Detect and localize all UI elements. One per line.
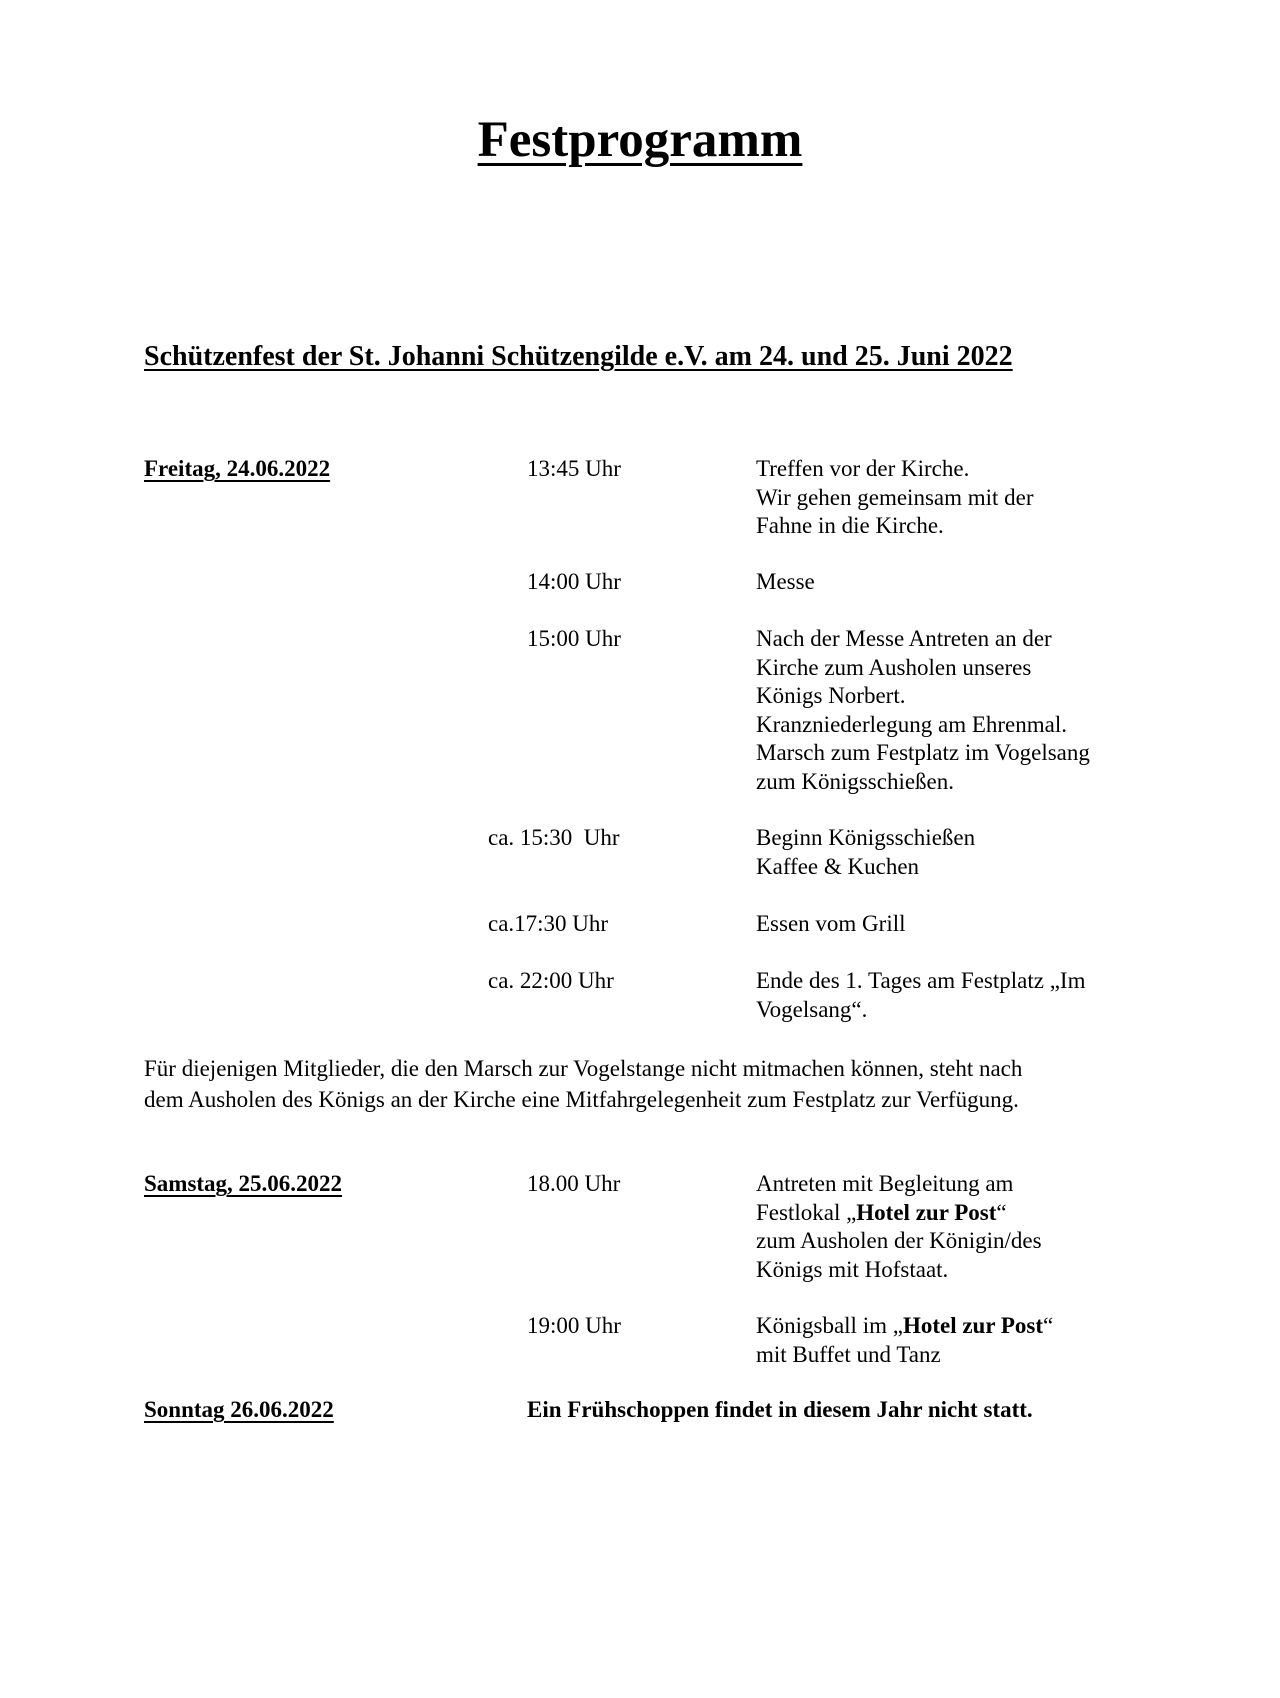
description-line: mit Buffet und Tanz — [756, 1341, 941, 1367]
event-time: 14:00 Uhr — [527, 569, 621, 594]
event-time: 15:00 Uhr — [527, 626, 621, 651]
page-title: Festprogramm — [477, 112, 803, 168]
event-description — [756, 455, 1136, 541]
text-fragment: Königsball im „ — [756, 1313, 903, 1338]
event-time: 18.00 Uhr — [527, 1171, 621, 1196]
text-fragment: “ — [1043, 1313, 1054, 1338]
event-description — [756, 1170, 1136, 1284]
description-line: Fahne in die Kirche. — [756, 513, 944, 538]
description-line: Treffen vor der Kirche. — [756, 456, 970, 481]
description-line: Nach der Messe Antreten an der — [756, 626, 1052, 651]
description-line: Vogelsang“. — [756, 996, 868, 1022]
event-description — [756, 824, 1136, 881]
description-line: Essen vom Grill — [756, 911, 906, 936]
description-line — [756, 1312, 1136, 1341]
day-label-friday: Freitag, 24.06.2022 — [144, 456, 331, 481]
event-time: ca. 22:00 Uhr — [488, 968, 614, 993]
day-label-saturday: Samstag, 25.06.2022 — [144, 1171, 343, 1196]
description-line: Königs Norbert. — [756, 683, 906, 708]
event-time: ca.17:30 Uhr — [488, 911, 609, 936]
event-description — [756, 625, 1136, 796]
sunday-note: Ein Frühschoppen findet in diesem Jahr nicht statt. — [527, 1397, 1033, 1422]
event-time: 19:00 Uhr — [527, 1313, 621, 1338]
description-line: Königs mit Hofstaat. — [756, 1256, 949, 1282]
description-line: Kranzniederlegung am Ehrenmal. — [756, 711, 1068, 737]
description-line: Marsch zum Festplatz im Vogelsang — [756, 740, 1090, 765]
description-line: zum Königsschießen. — [756, 768, 955, 794]
day-label-sunday: Sonntag 26.06.2022 — [144, 1397, 334, 1422]
description-line: Kaffee & Kuchen — [756, 853, 920, 879]
venue-name: Hotel zur Post — [856, 1199, 997, 1225]
event-subtitle: Schützenfest der St. Johanni Schützengilde e.V. am 24. und 25. Juni 2022 — [144, 341, 1013, 372]
description-line: Wir gehen gemeinsam mit der — [756, 484, 1034, 510]
event-time: ca. 15:30 Uhr — [488, 825, 620, 850]
event-description — [756, 910, 1136, 939]
description-line — [756, 1199, 1136, 1228]
note-line: dem Ausholen des Königs an der Kirche eine Mitfahrgelegenheit zum Festplatz zur Verfügung. — [144, 1087, 1019, 1112]
event-description — [756, 1312, 1136, 1369]
venue-name: Hotel zur Post — [902, 1313, 1044, 1338]
description-line: Antreten mit Begleitung am — [756, 1171, 1014, 1196]
description-line: Kirche zum Ausholen unseres — [756, 654, 1032, 680]
event-time: 13:45 Uhr — [527, 456, 621, 481]
description-line: zum Ausholen der Königin/des — [756, 1228, 1042, 1253]
event-description — [756, 967, 1136, 1024]
text-fragment: “ — [996, 1199, 1007, 1225]
description-line: Beginn Königsschießen — [756, 825, 976, 850]
event-description — [756, 568, 1136, 597]
text-fragment: Festlokal „ — [756, 1199, 857, 1225]
transport-note — [144, 1053, 1124, 1115]
description-line: Messe — [756, 569, 815, 594]
note-line: Für diejenigen Mitglieder, die den Marsch zur Vogelstange nicht mitmachen können, steht nach — [144, 1056, 1023, 1081]
description-line: Ende des 1. Tages am Festplatz „Im — [756, 968, 1086, 993]
